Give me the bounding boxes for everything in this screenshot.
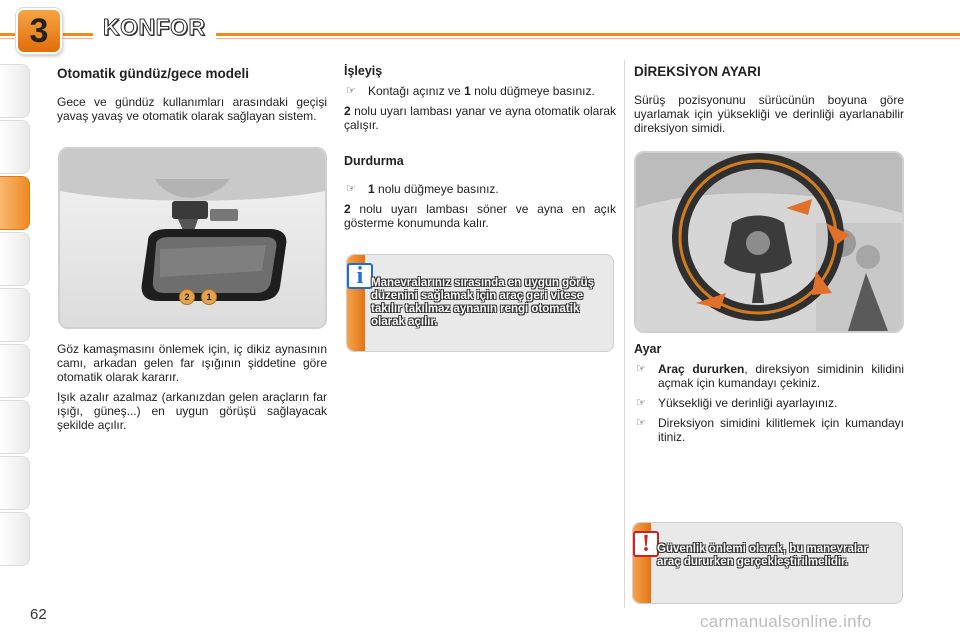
mirror-callout-2: 2	[179, 289, 195, 305]
chapter-tabs	[0, 64, 34, 576]
operation-result	[344, 104, 616, 132]
day-night-intro: Gece ve gündüz kullanımları arasındaki geçişi yavaş yavaş ve otomatik olarak sağlayan sistem.	[57, 95, 327, 123]
chapter-tab-2[interactable]	[0, 120, 30, 174]
pointing-hand-icon: ☞	[636, 397, 646, 409]
right-column-lower	[634, 342, 904, 450]
operation-bullet-pre: Kontağı açınız ve	[368, 84, 465, 98]
right-column	[634, 60, 904, 141]
adjust-bullet-1	[634, 362, 904, 390]
warning-note-box	[632, 522, 903, 604]
steering-adjust-heading: DİREKSİYON AYARI	[634, 64, 761, 79]
steering-wheel-drawing	[636, 153, 902, 331]
light-reduce-paragraph: Işık azalır azalmaz (arkanızdan gelen araçların far ışığı, güneş...) en uygun görüşü sağlayacak şekilde açılır.	[57, 390, 327, 432]
adjust-bullet-1-text: , direksiyon simidinin kilidini açmak için kumandayı çekiniz.	[658, 362, 904, 390]
stop-lamp-number: 2	[344, 202, 351, 216]
pointing-hand-icon: ☞	[346, 183, 356, 195]
chapter-header	[0, 0, 960, 54]
left-column	[57, 60, 327, 129]
chapter-tab-4[interactable]	[0, 232, 30, 286]
stop-bullet	[344, 182, 616, 196]
stop-result	[344, 202, 616, 230]
stop-result-text: nolu uyarı lambası söner ve ayna en açık gösterme konumunda kalır.	[344, 202, 616, 230]
adjust-bullet-2-text: Yüksekliği ve derinliği ayarlayınız.	[658, 396, 838, 410]
column-divider	[624, 60, 625, 608]
chapter-number-badge: 3	[16, 8, 62, 54]
operation-lamp-number: 2	[344, 104, 351, 118]
adjust-bullet-1-bold: Araç dururken	[658, 362, 745, 376]
operation-heading: İşleyiş	[344, 64, 383, 78]
adjust-bullet-2	[634, 396, 904, 410]
operation-bullet-post: nolu düğmeye basınız.	[470, 84, 595, 98]
middle-column	[344, 60, 616, 236]
mirror-callout-1: 1	[201, 289, 217, 305]
steering-intro: Sürüş pozisyonunu sürücünün boyuna göre uyarlamak için yüksekliği ve derinliği ayarlanabilir direksiyon simidi.	[634, 93, 904, 135]
adjust-bullet-3-text: Direksiyon simidini kilitlemek için kumandayı itiniz.	[658, 416, 904, 444]
operation-button-number: 1	[464, 84, 471, 98]
exclamation-icon: !	[633, 531, 659, 557]
chapter-title: KONFOR	[93, 10, 216, 44]
info-note-box	[346, 254, 614, 352]
operation-bullet	[344, 84, 616, 98]
stop-heading: Durdurma	[344, 154, 404, 168]
warning-note-text: Güvenlik önlemi olarak, bu manevralar araç dururken gerçekleştirilmelidir.	[657, 543, 868, 568]
info-icon: i	[347, 263, 373, 289]
pointing-hand-icon: ☞	[636, 417, 646, 429]
adjust-bullet-3	[634, 416, 904, 444]
left-column-lower	[57, 342, 327, 438]
rear-view-mirror-illustration	[58, 147, 327, 329]
chapter-tab-1[interactable]	[0, 64, 30, 118]
chapter-tab-5[interactable]	[0, 288, 30, 342]
watermark: carmanualsonline.info	[700, 612, 872, 631]
stop-button-number: 1	[368, 182, 375, 196]
pointing-hand-icon: ☞	[636, 363, 646, 375]
operation-result-text: nolu uyarı lambası yanar ve ayna otomatik olarak çalışır.	[344, 104, 616, 132]
adjustment-heading: Ayar	[634, 342, 662, 356]
stop-bullet-text: nolu düğmeye basınız.	[374, 182, 499, 196]
chapter-tab-7[interactable]	[0, 400, 30, 454]
pointing-hand-icon: ☞	[346, 85, 356, 97]
steering-wheel-illustration	[634, 151, 904, 333]
section-heading-day-night: Otomatik gündüz/gece modeli	[57, 66, 250, 81]
info-note-text: Manevralarınız sırasında en uygun görüş düzenini sağlamak için araç geri vitese takılır takılmaz aynanın rengi otomatik olarak açılır.	[371, 277, 595, 328]
chapter-tab-9[interactable]	[0, 512, 30, 566]
chapter-tab-8[interactable]	[0, 456, 30, 510]
chapter-tab-6[interactable]	[0, 344, 30, 398]
anti-glare-paragraph: Göz kamaşmasını önlemek için, iç dikiz aynasının camı, arkadan gelen far ışığının şiddetine göre otomatik olarak kararır.	[57, 342, 327, 384]
page-number: 62	[30, 606, 47, 623]
chapter-tab-3-active[interactable]	[0, 176, 30, 230]
